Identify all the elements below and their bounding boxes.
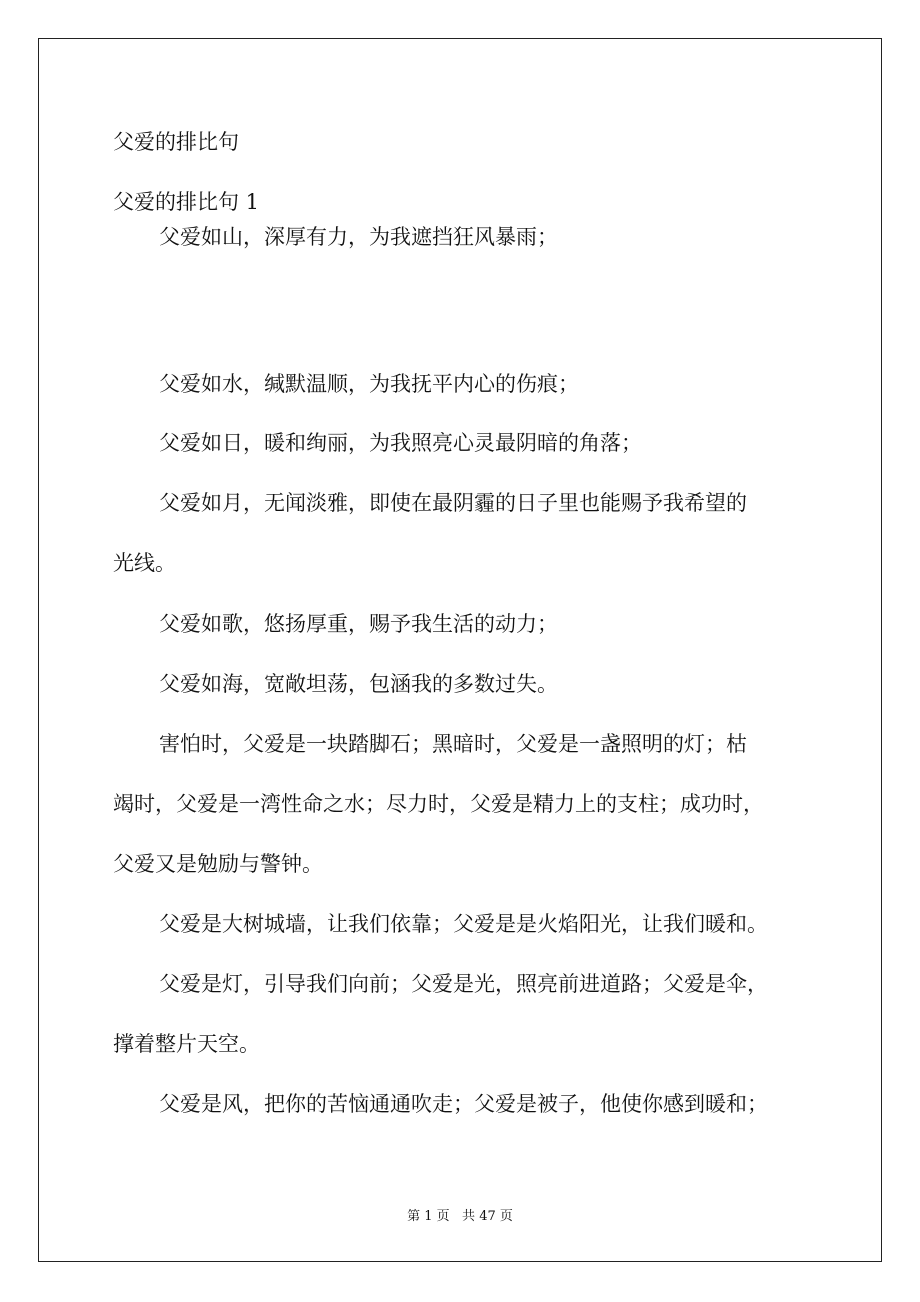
paragraph-line: 父爱是灯，引导我们向前；父爱是光，照亮前进道路；父爱是伞， — [159, 972, 768, 996]
paragraph-line: 光线。 — [113, 551, 176, 575]
paragraph-line: 父爱是风，把你的苦恼通通吹走；父爱是被子，他使你感到暖和； — [159, 1092, 768, 1116]
section-heading: 父爱的排比句 1 — [113, 190, 260, 214]
paragraph-line: 父爱如歌，悠扬厚重，赐予我生活的动力； — [159, 612, 558, 636]
document-title: 父爱的排比句 — [113, 130, 239, 154]
paragraph-line: 父爱是大树城墙，让我们依靠；父爱是是火焰阳光，让我们暖和。 — [159, 912, 768, 936]
paragraph-line: 竭时，父爱是一湾性命之水；尽力时，父爱是精力上的支柱；成功时， — [113, 792, 764, 816]
paragraph-line: 父爱如海，宽敞坦荡，包涵我的多数过失。 — [159, 672, 558, 696]
paragraph-line: 父爱如水，缄默温顺，为我抚平内心的伤痕； — [159, 372, 579, 396]
paragraph-line: 父爱又是勉励与警钟。 — [113, 852, 323, 876]
paragraph-line: 父爱如月，无闻淡雅，即使在最阴霾的日子里也能赐予我希望的 — [159, 491, 747, 515]
paragraph-line: 害怕时，父爱是一块踏脚石；黑暗时，父爱是一盏照明的灯；枯 — [159, 732, 747, 756]
paragraph-line: 撑着整片天空。 — [113, 1032, 260, 1056]
page-border — [38, 38, 882, 1262]
paragraph-line: 父爱如山，深厚有力，为我遮挡狂风暴雨； — [159, 225, 558, 249]
page-number-footer: 第 1 页 共 47 页 — [407, 1209, 513, 1224]
paragraph-line: 父爱如日，暖和绚丽，为我照亮心灵最阴暗的角落； — [159, 431, 642, 455]
